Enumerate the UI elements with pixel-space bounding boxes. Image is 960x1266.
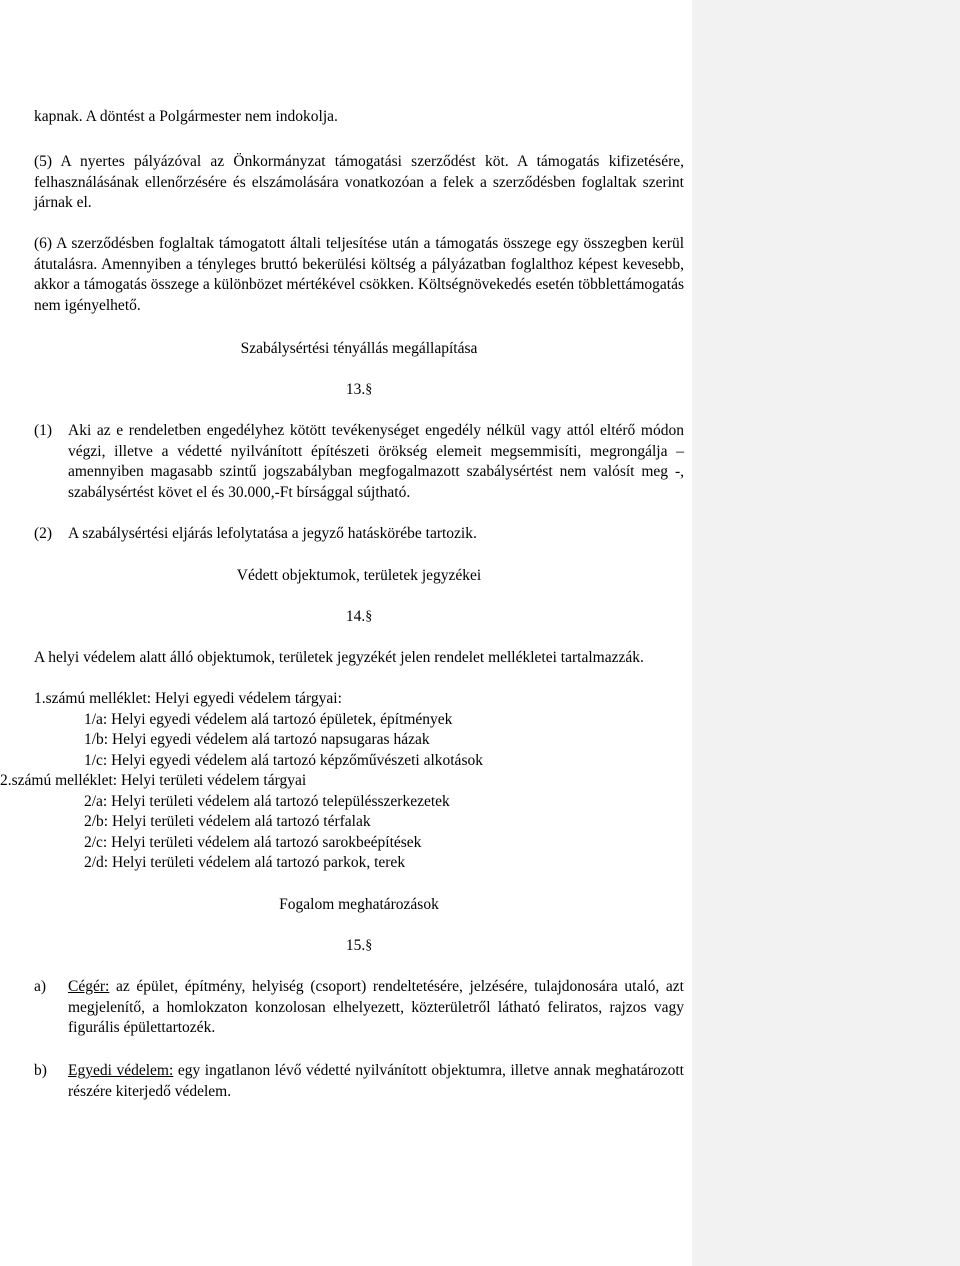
paragraph-continuation: kapnak. A döntést a Polgármester nem indokolja. xyxy=(34,108,338,125)
annex-2-item: 2/c: Helyi területi védelem alá tartozó sarokbeépítések xyxy=(84,834,422,851)
definition-text xyxy=(68,1061,684,1102)
definition-text xyxy=(68,977,684,1039)
paragraph-label: (2) xyxy=(34,525,53,542)
definition-a xyxy=(34,977,684,1039)
paragraph-5: (5) A nyertes pályázóval az Önkormányzat támogatási szerződést köt. A támogatás kifizetésére, felhasználásának ellenőrzésére és elszámolására vonatkozóan a felek a szerződésben foglaltak szerint járnak el. xyxy=(34,153,684,211)
section-14-label: 14. xyxy=(345,608,366,625)
section-15-number xyxy=(34,936,684,957)
heading-13: Szabálysértési tényállás megállapítása xyxy=(240,340,478,357)
definition-term: Egyedi védelem: xyxy=(68,1062,174,1079)
annex-2-title: 2.számú melléklet: Helyi területi védelem tárgyai xyxy=(0,772,307,789)
section-13-paragraph-1 xyxy=(34,421,684,503)
annex-2-item: 2/b: Helyi területi védelem alá tartozó térfalak xyxy=(84,813,371,830)
section-14-intro: A helyi védelem alatt álló objektumok, területek jegyzékét jelen rendelet mellékletei tartalmazzák. xyxy=(34,649,644,666)
paragraph-label: (1) xyxy=(34,422,53,439)
annex-2-item: 2/a: Helyi területi védelem alá tartozó településszerkezetek xyxy=(84,793,450,810)
annex-1-item: 1/c: Helyi egyedi védelem alá tartozó képzőművészeti alkotások xyxy=(84,752,483,769)
heading-15: Fogalom meghatározások xyxy=(279,896,439,913)
heading-14: Védett objektumok, területek jegyzékei xyxy=(236,567,482,584)
paragraph-text: A szabálysértési eljárás lefolytatása a jegyző hatáskörébe tartozik. xyxy=(68,525,477,542)
section-13-label: 13. xyxy=(345,381,366,398)
annex-1-title: 1.számú melléklet: Helyi egyedi védelem tárgyai: xyxy=(34,690,342,707)
comment-pane xyxy=(692,0,960,1266)
section-13-paragraph-2 xyxy=(34,524,684,545)
section-15-label: 15. xyxy=(345,937,366,954)
definition-term: Cégér: xyxy=(68,978,110,995)
section-sign: § xyxy=(365,382,373,397)
definition-label: a) xyxy=(34,978,47,995)
definition-label: b) xyxy=(34,1062,47,1079)
section-sign: § xyxy=(365,609,373,624)
annex-1-item: 1/b: Helyi egyedi védelem alá tartozó napsugaras házak xyxy=(84,731,430,748)
definition-body: az épület, építmény, helyiség (csoport) rendeltetésére, jelzésére, tulajdonosára utaló, azt megjelenítő, a homlokzaton konzolosan elhelyezett, közterületről látható feliratos, rajzos vagy figurális épülettartozék. xyxy=(68,978,684,1036)
definition-body: egy ingatlanon lévő védetté nyilvánított objektumra, illetve annak meghatározott részére kiterjedő védelem. xyxy=(68,1062,684,1100)
paragraph-text: Aki az e rendeletben engedélyhez kötött tevékenységet engedély nélkül vagy attól eltérő módon végzi, illetve a védetté nyilvánított építészeti örökség elemeit megsemmisíti, megrongálja – amennyiben magasabb szintű jogszabályban megfogalmazott szabálysértést nem valósít meg -, szabálysértést követ el és 30.000,-Ft bírsággal sújtható. xyxy=(68,422,684,501)
paragraph-6: (6) A szerződésben foglaltak támogatott általi teljesítése után a támogatás összege egy összegben kerül átutalásra. Amennyiben a tényleges bruttó bekerülési költség a pályázatban foglalthoz képest kevesebb, akkor a támogatás összege a különbözet mértékével csökken. Költségnövekedés esetén többlettámogatás nem igényelhető. xyxy=(34,235,684,314)
annex-2-item: 2/d: Helyi területi védelem alá tartozó parkok, terek xyxy=(84,854,406,871)
annex-1-item: 1/a: Helyi egyedi védelem alá tartozó épületek, építmények xyxy=(84,711,453,728)
definition-b xyxy=(34,1061,684,1102)
section-14-number xyxy=(34,607,684,628)
section-sign: § xyxy=(365,938,373,953)
section-13-number xyxy=(34,380,684,401)
